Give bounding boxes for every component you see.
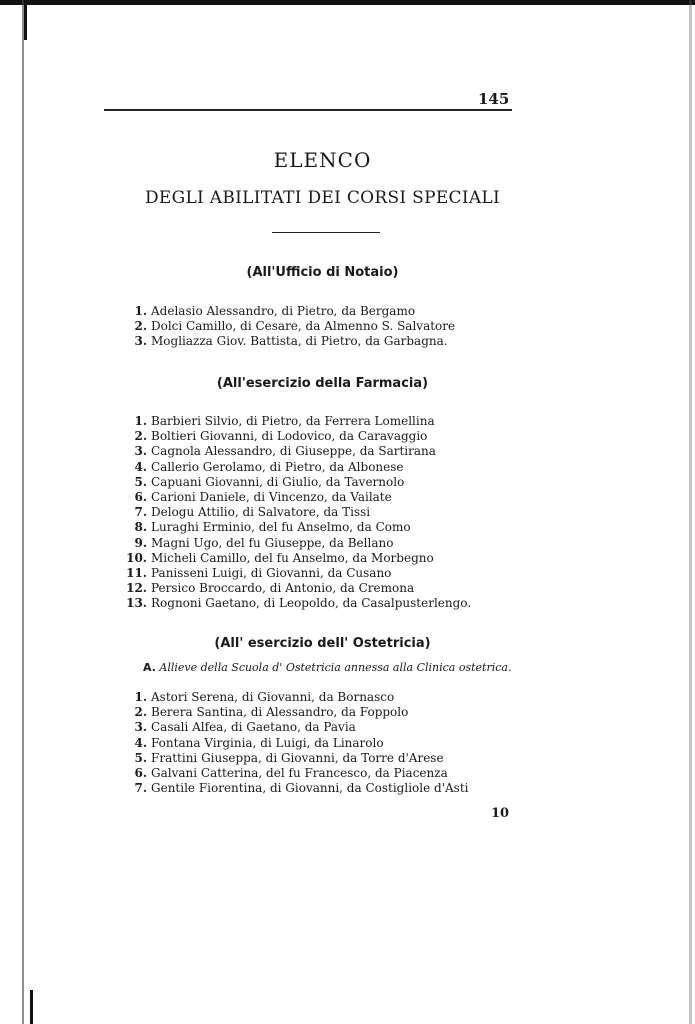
list-item — [0, 566, 520, 581]
entry-text: Cagnola Alessandro, di Giuseppe, da Sartirana — [151, 444, 436, 459]
header-rule — [104, 109, 512, 111]
entry-number: 6. — [134, 489, 147, 504]
entry-text: Casali Alfea, di Gaetano, da Pavia — [151, 720, 356, 735]
entry-number: 3. — [134, 444, 147, 459]
list-item — [0, 766, 520, 781]
entry-number: 5. — [134, 474, 147, 489]
list-item — [0, 736, 520, 751]
entry-text: Frattini Giuseppa, di Giovanni, da Torre d'Arese — [151, 750, 444, 765]
list-item — [0, 334, 520, 349]
section-heading-farmacia: (All'esercizio della Farmacia) — [216, 376, 429, 391]
title-divider — [272, 232, 380, 233]
entry-number: 1. — [134, 690, 147, 704]
list-item — [0, 781, 520, 796]
subheading-text: Allieve della Scuola d' Ostetricia annessa alla Clinica ostetrica. — [159, 661, 512, 674]
signature-mark: 10 — [491, 806, 510, 821]
entry-number: 9. — [134, 535, 147, 550]
entry-number: 13. — [126, 596, 147, 611]
entry-text: Gentile Fiorentina, di Giovanni, da Costigliole d'Asti — [151, 781, 469, 796]
list-item — [0, 460, 520, 475]
entry-text: Magni Ugo, del fu Giuseppe, da Bellano — [151, 535, 394, 550]
entry-text: Berera Santina, di Alessandro, da Foppolo — [151, 705, 409, 720]
entry-text: Astori Serena, di Giovanni, da Bornasco — [151, 690, 395, 704]
list-item — [0, 490, 520, 505]
entry-text: Carioni Daniele, di Vincenzo, da Vailate — [151, 489, 392, 504]
list-item — [0, 414, 520, 429]
entry-text: Boltieri Giovanni, di Lodovico, da Caravaggio — [151, 429, 428, 444]
section-heading-ostetricia: (All' esercizio dell' Ostetricia) — [214, 636, 431, 651]
entry-number: 2. — [134, 429, 147, 444]
subheading-label: A. — [143, 661, 156, 674]
entry-number: 1. — [134, 304, 147, 318]
entry-text: Barbieri Silvio, di Pietro, da Ferrera Lomellina — [151, 414, 435, 428]
entry-number: 2. — [134, 319, 147, 334]
list-item — [0, 551, 520, 566]
list-farmacia — [0, 414, 520, 611]
entry-number: 3. — [134, 334, 147, 349]
entry-number: 1. — [134, 414, 147, 428]
list-item — [0, 596, 520, 611]
page-title: ELENCO — [273, 148, 372, 172]
entry-number: 7. — [134, 505, 147, 520]
entry-text: Micheli Camillo, del fu Anselmo, da Morbegno — [151, 550, 434, 565]
entry-text: Callerio Gerolamo, di Pietro, da Albonese — [151, 459, 404, 474]
list-item — [0, 475, 520, 490]
entry-text: Mogliazza Giov. Battista, di Pietro, da Garbagna. — [151, 334, 448, 349]
entry-text: Capuani Giovanni, di Giulio, da Tavernolo — [151, 474, 405, 489]
entry-text: Persico Broccardo, di Antonio, da Cremona — [151, 581, 415, 596]
entry-text: Panisseni Luigi, di Giovanni, da Cusano — [151, 565, 392, 580]
list-item — [0, 690, 520, 705]
page-subtitle: DEGLI ABILITATI DEI CORSI SPECIALI — [144, 188, 501, 208]
entry-text: Delogu Attilio, di Salvatore, da Tissi — [151, 505, 371, 520]
entry-number: 4. — [134, 459, 147, 474]
section-subheading — [143, 661, 511, 674]
entry-text: Dolci Camillo, di Cesare, da Almenno S. Salvatore — [151, 319, 456, 334]
list-notaio — [0, 304, 520, 350]
entry-number: 8. — [134, 520, 147, 535]
scan-left-mark — [24, 0, 27, 40]
list-item — [0, 581, 520, 596]
entry-text: Fontana Virginia, di Luigi, da Linarolo — [151, 735, 384, 750]
list-item — [0, 304, 520, 319]
list-item — [0, 520, 520, 535]
entry-text: Galvani Catterina, del fu Francesco, da Piacenza — [151, 765, 448, 780]
entry-number: 11. — [126, 565, 147, 580]
scan-bottom-mark — [30, 990, 33, 1024]
entry-text: Rognoni Gaetano, di Leopoldo, da Casalpusterlengo. — [151, 596, 472, 611]
entry-number: 3. — [134, 720, 147, 735]
entry-text: Adelasio Alessandro, di Pietro, da Bergamo — [151, 304, 416, 318]
list-item — [0, 505, 520, 520]
section-heading-notaio: (All'Ufficio di Notaio) — [246, 265, 399, 280]
entry-number: 2. — [134, 705, 147, 720]
entry-number: 12. — [126, 581, 147, 596]
list-item — [0, 720, 520, 735]
list-item — [0, 536, 520, 551]
list-item — [0, 429, 520, 444]
entry-number: 10. — [126, 550, 147, 565]
entry-text: Luraghi Erminio, del fu Anselmo, da Como — [151, 520, 411, 535]
scan-top-edge — [0, 0, 695, 5]
scan-right-edge — [689, 0, 692, 1024]
page-number: 145 — [478, 90, 510, 108]
list-item — [0, 319, 520, 334]
entry-number: 6. — [134, 765, 147, 780]
list-ostetricia — [0, 690, 520, 796]
entry-number: 5. — [134, 750, 147, 765]
entry-number: 7. — [134, 781, 147, 796]
list-item — [0, 444, 520, 459]
entry-number: 4. — [134, 735, 147, 750]
list-item — [0, 751, 520, 766]
list-item — [0, 705, 520, 720]
